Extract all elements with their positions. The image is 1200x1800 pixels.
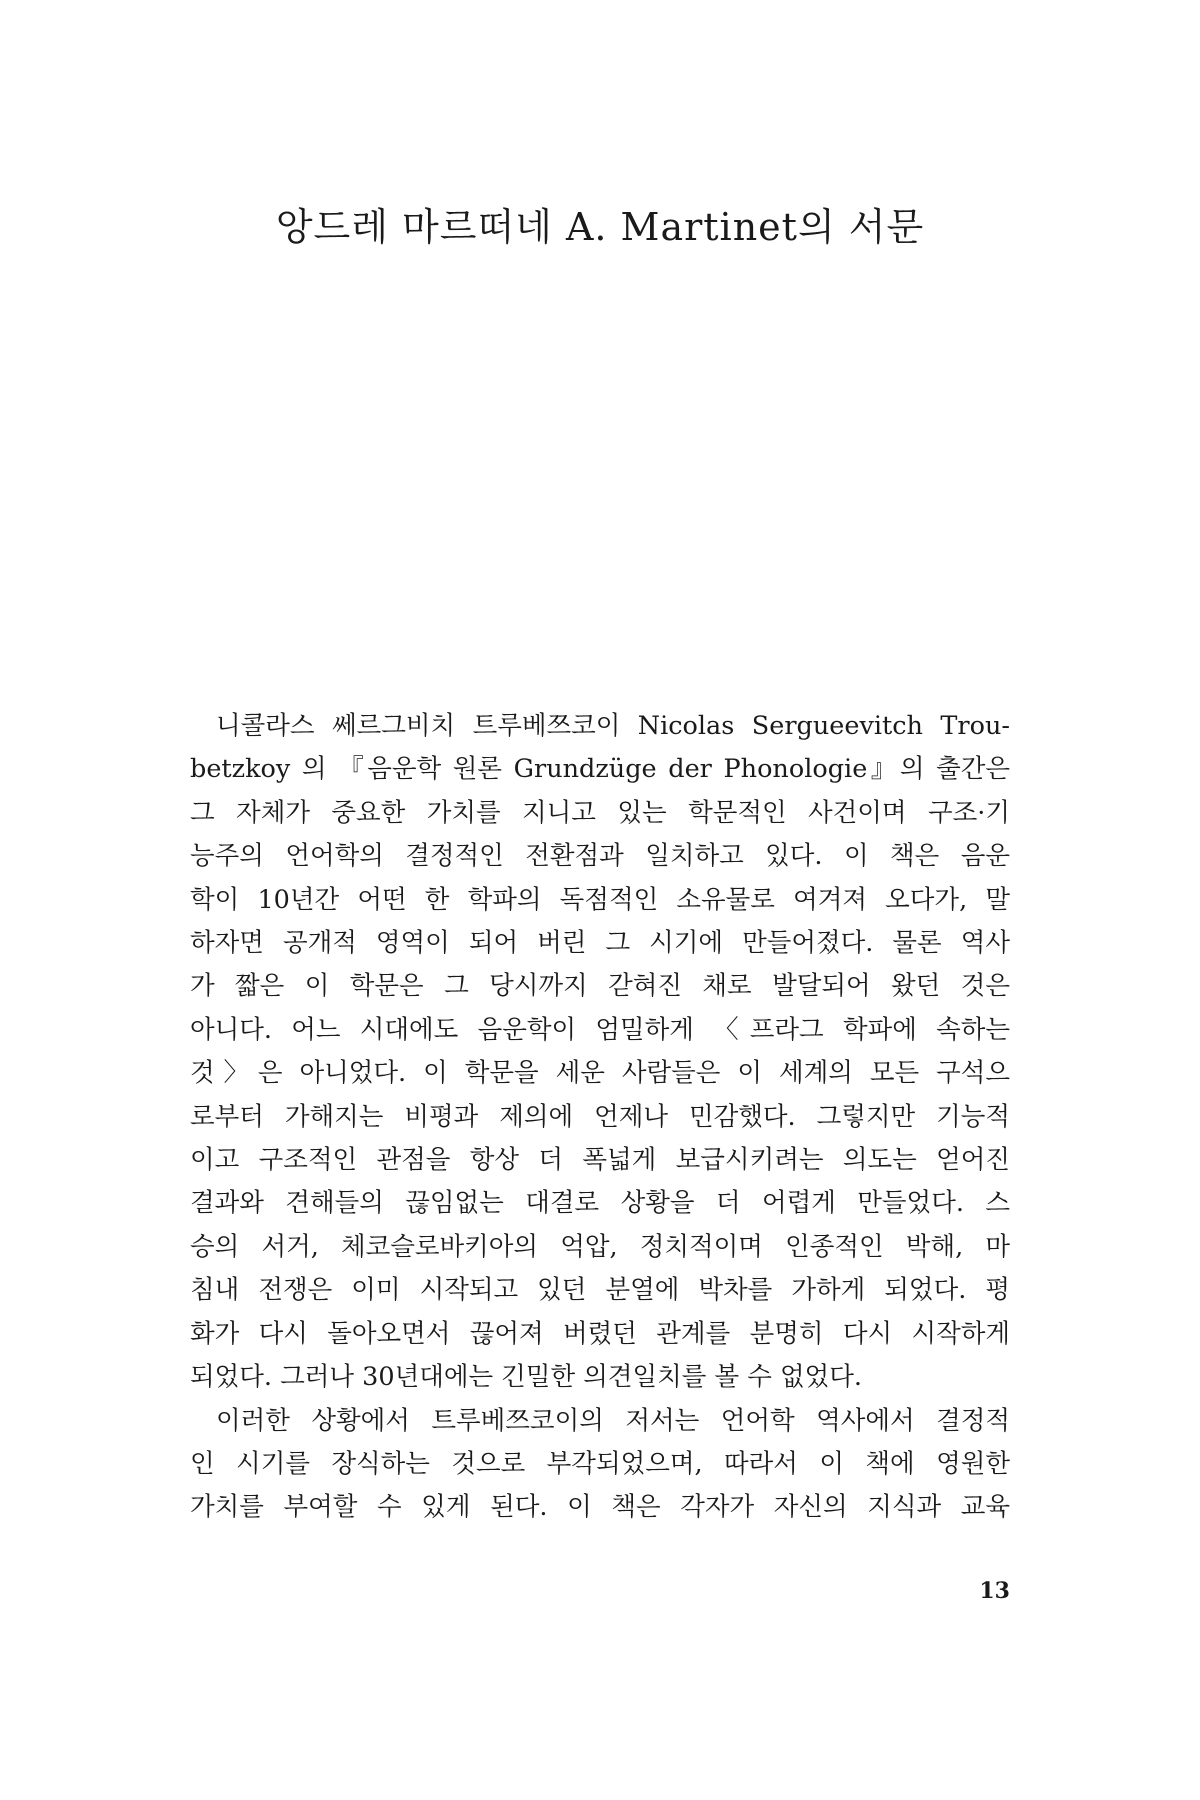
text-line: 가치를 부여할 수 있게 된다. 이 책은 각자가 자신의 지식과 교육 [190,1492,1010,1523]
text-line: 승의 서거, 체코슬로바키아의 억압, 정치적이며 인종적인 박해, 마 [190,1231,1010,1262]
paragraph-1 [190,705,1010,1400]
text-line: 니콜라스 쎄르그비치 트루베쯔코이 Nicolas Sergueevitch Trou- [216,711,1010,741]
text-line: 로부터 가해지는 비평과 제의에 언제나 민감했다. 그렇지만 기능적 [190,1101,1010,1132]
text-line-part: betzkoy 의 『음운학 원론 Grundzüge der Phonologie』의 출간은 [190,754,1010,785]
text-line: 능주의 언어학의 결정적인 전환점과 일치하고 있다. 이 책은 음운 [190,841,1010,872]
text-line: 하자면 공개적 영역이 되어 버린 그 시기에 만들어졌다. 물론 역사 [190,928,1010,959]
text-line: 침내 전쟁은 이미 시작되고 있던 분열에 박차를 가하게 되었다. 평 [190,1275,1010,1306]
text-line: 이고 구조적인 관점을 항상 더 폭넓게 보급시키려는 의도는 얻어진 [190,1145,1010,1176]
body-text [190,705,1010,1530]
text-line: 인 시기를 장식하는 것으로 부각되었으며, 따라서 이 책에 영원한 [190,1448,1010,1479]
text-line [190,748,1010,791]
text-line: 것〉은 아니었다. 이 학문을 세운 사람들은 이 세계의 모든 구석으 [190,1058,1010,1089]
text-line: 아니다. 어느 시대에도 음운학이 엄밀하게 〈프라그 학파에 속하는 [190,1014,1010,1045]
text-line: 되었다. 그러나 30년대에는 긴밀한 의견일치를 볼 수 없었다. [190,1362,862,1393]
paragraph-2 [190,1400,1010,1530]
chapter-title: 앙드레 마르떠네 A. Martinet의 서문 [275,205,925,249]
text-line: 가 짧은 이 학문은 그 당시까지 갇혀진 채로 발달되어 왔던 것은 [190,971,1010,1002]
page-number: 13 [979,1578,1010,1604]
text-line: 학이 10년간 어떤 한 학파의 독점적인 소유물로 여겨져 오다가, 말 [190,884,1010,915]
text-line: 화가 다시 돌아오면서 끊어져 버렸던 관계를 분명히 다시 시작하게 [190,1318,1010,1349]
text-line: 이러한 상황에서 트루베쯔코이의 저서는 언어학 역사에서 결정적 [216,1405,1010,1436]
text-line: 결과와 견해들의 끊임없는 대결로 상황을 더 어렵게 만들었다. 스 [190,1188,1010,1219]
text-line: 그 자체가 중요한 가치를 지니고 있는 학문적인 사건이며 구조·기 [190,797,1010,828]
